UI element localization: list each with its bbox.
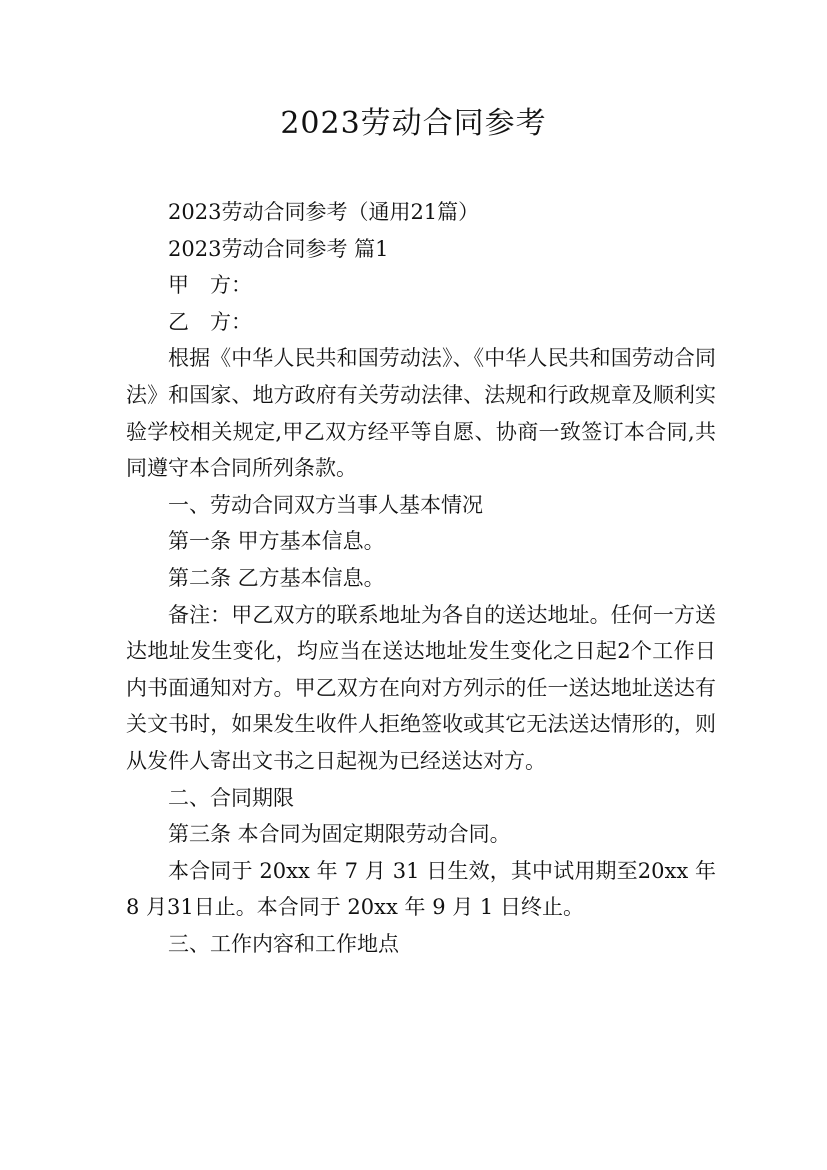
paragraph-note: 备注：甲乙双方的联系地址为各自的送达地址。任何一方送达地址发生变化，均应当在送达地址发生变化之日起2个工作日内书面通知对方。甲乙双方在向对方列示的任一送达地址送达有关文书时，如果发生收件人拒绝签收或其它无法送达情形的，则从发件人寄出文书之日起视为已经送达对方。: [126, 602, 716, 773]
document-body: [126, 194, 716, 962]
paragraph-chapter-2: 二、合同期限: [168, 785, 294, 810]
paragraph-preamble: 根据《中华人民共和国劳动法》、《中华人民共和国劳动合同法》和国家、地方政府有关劳动法律、法规和行政规章及顺利实验学校相关规定,甲乙双方经平等自愿、协商一致签订本合同,共同遵守本合同所列条款。: [126, 346, 716, 481]
paragraph-article-2: 第二条 乙方基本信息。: [168, 565, 385, 590]
paragraph-chapter-1: 一、劳动合同双方当事人基本情况: [168, 492, 483, 517]
party-a-line: 甲 方：: [168, 273, 252, 298]
paragraph-chapter-3: 三、工作内容和工作地点: [168, 931, 399, 956]
paragraph-article-3: 第三条 本合同为固定期限劳动合同。: [168, 822, 511, 847]
party-b-line: 乙 方：: [168, 309, 252, 334]
paragraph-section-heading: 2023劳动合同参考 篇1: [168, 236, 389, 261]
paragraph-term-dates: 本合同于 20xx 年 7 月 31 日生效，其中试用期至20xx 年 8 月31日止。本合同于 20xx 年 9 月 1 日终止。: [126, 858, 716, 920]
paragraph-article-1: 第一条 甲方基本信息。: [168, 529, 385, 554]
document-title: 2023劳动合同参考: [280, 106, 547, 141]
paragraph-subtitle: 2023劳动合同参考（通用21篇）: [168, 200, 480, 224]
